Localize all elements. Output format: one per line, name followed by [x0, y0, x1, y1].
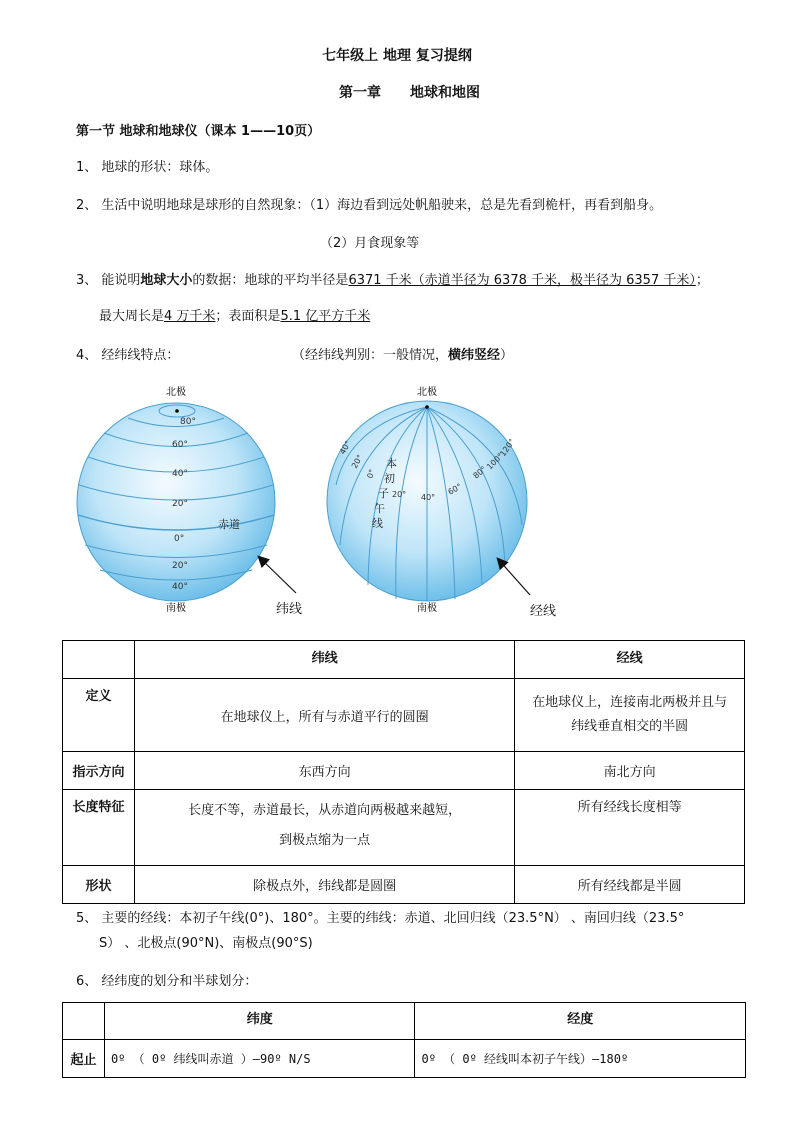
item-4: 4、 经纬线特点：: [76, 348, 180, 363]
longitude-arrow-label: 经线: [530, 604, 557, 619]
lon-tick-60e: 60°: [446, 481, 464, 497]
lon-tick-0: 0°: [365, 468, 377, 480]
table1-label-definition: 定义: [63, 679, 135, 752]
table1-row-length: [63, 790, 745, 866]
globe-diagrams: [0, 375, 794, 625]
earth-radius: 6371 千米（赤道半径为 6378 千米，极半径为 6357 千米）: [348, 273, 696, 288]
table2-header-lon: 经度: [415, 1003, 746, 1040]
table1-definition-lon-line2: 纬线垂直相交的半圆: [571, 719, 689, 734]
table1-shape-lon: 所有经线都是半圆: [515, 866, 745, 904]
item-4-note-prefix: （经纬线判别：一般情况，: [292, 348, 449, 363]
item-3-l2-prefix: 最大周长是: [99, 309, 165, 324]
item-3-bold: 地球大小: [140, 273, 193, 288]
table2-range-lat: 0º （ 0º 纬线叫赤道 ）—90º N/S: [104, 1040, 415, 1078]
table2-header-lat: 纬度: [104, 1003, 415, 1040]
table1-label-shape: 形状: [63, 866, 135, 904]
table1-definition-lon-line1: 在地球仪上，连接南北两极并且与: [532, 695, 728, 710]
prime-char-5: 线: [372, 517, 383, 530]
item-3-l2-mid: ；表面积是: [215, 309, 281, 324]
table1-label-direction: 指示方向: [63, 752, 135, 790]
table1-row-direction: [63, 752, 745, 790]
table1-label-length: 长度特征: [63, 790, 135, 866]
longitude-arrow: [498, 559, 530, 595]
table1-row-shape: [63, 866, 745, 904]
prime-char-4: 午: [374, 502, 385, 515]
lon-tick-20e: 20°: [392, 490, 407, 499]
north-pole-dot: [175, 409, 179, 413]
table2-row-range: [63, 1040, 746, 1078]
lon-tick-40w: 40°: [337, 439, 353, 456]
lat-tick-40n: 40°: [172, 469, 188, 479]
item-6: 6、 经纬度的划分和半球划分：: [76, 974, 258, 989]
table2-range-lon: 0º （ 0º 经线叫本初子午线）—180º: [415, 1040, 746, 1078]
table1-length-lon: 所有经线长度相等: [515, 790, 745, 866]
prime-char-3: 子: [378, 487, 389, 500]
lon-tick-40e: 40°: [421, 493, 436, 502]
table1-length-lat-line2: 到极点缩为一点: [279, 833, 371, 848]
chapter-label: 第一章: [339, 85, 381, 101]
table1-length-lat-line1: 长度不等，赤道最长，从赤道向两极越来越短，: [188, 803, 462, 818]
table1-shape-lat: 除极点外，纬线都是圆圈: [134, 866, 514, 904]
lon-tick-120e: 120°: [498, 437, 517, 459]
latitude-arrow-label: 纬线: [276, 602, 303, 617]
longitude-south-label: 南极: [417, 603, 437, 614]
lat-tick-40s: 40°: [172, 582, 188, 592]
lon-tick-80e: 80°: [471, 464, 489, 481]
lat-lon-comparison-table: [62, 640, 745, 904]
item-5-line1: 5、 主要的经线：本初子午线(0°)、180°。主要的纬线：赤道、北回归线（23.5°N） 、南回归线（23.5°: [76, 911, 685, 926]
equator-label: 赤道: [218, 518, 240, 531]
table1-definition-lat: 在地球仪上，所有与赤道平行的圆圈: [134, 679, 514, 752]
table1-header-lon: 经线: [515, 641, 745, 679]
table2-header-blank: [63, 1003, 105, 1040]
longitude-north-label: 北极: [417, 387, 437, 398]
item-4-note: [292, 344, 513, 363]
prime-char-1: 本: [386, 457, 397, 470]
lon-north-pole-dot: [425, 405, 429, 409]
latitude-arrow: [259, 557, 296, 593]
table1-direction-lat: 东西方向: [134, 752, 514, 790]
latitude-south-label: 南极: [166, 603, 186, 614]
item-5-line2: S） 、北极点(90°N)、南极点(90°S): [99, 936, 313, 951]
lat-tick-20n: 20°: [172, 499, 188, 509]
table1-header-blank: [63, 641, 135, 679]
item-3-end: ；: [695, 273, 709, 288]
doc-title: 七年级上 地理 复习提纲: [322, 48, 472, 64]
item-3: [76, 269, 709, 288]
table2-header-row: [63, 1003, 746, 1040]
item-2-line2: （2）月食现象等: [320, 236, 420, 251]
section-heading: 第一节 地球和地球仪（课本 1——10页）: [76, 124, 321, 139]
latitude-globe: [77, 385, 302, 617]
lat-tick-0: 0°: [174, 534, 185, 544]
earth-circumference: 4 万千米: [164, 309, 216, 324]
table1-direction-lon: 南北方向: [515, 752, 745, 790]
lat-tick-60: 60°: [172, 440, 188, 450]
item-1: 1、 地球的形状：球体。: [76, 160, 219, 175]
lon-tick-100e: 100°: [485, 451, 506, 472]
earth-area: 5.1 亿平方千米: [280, 309, 371, 324]
item-3-mid: 的数据：地球的平均半径是: [192, 273, 349, 288]
table1-length-lat: [134, 790, 514, 866]
latitude-north-label: 北极: [166, 387, 186, 398]
prime-char-2: 初: [384, 472, 395, 485]
lat-tick-20s: 20°: [172, 561, 188, 571]
degree-table: [62, 1002, 746, 1078]
lon-tick-20w: 20°: [349, 453, 365, 470]
chapter-name: 地球和地图: [410, 85, 480, 101]
table1-header-row: [63, 641, 745, 679]
lat-tick-80: 80°: [180, 417, 196, 427]
item-3-prefix: 3、 能说明: [76, 273, 141, 288]
table1-row-definition: [63, 679, 745, 752]
item-4-note-end: ）: [500, 348, 514, 363]
table1-header-lat: 纬线: [134, 641, 514, 679]
item-4-note-bold: 横纬竖经: [448, 348, 501, 363]
table2-label-range: 起止: [63, 1040, 105, 1078]
table1-definition-lon: [515, 679, 745, 752]
item-2: 2、 生活中说明地球是球形的自然现象：（1）海边看到远处帆船驶来，总是先看到桅杆，再看到船身。: [76, 198, 663, 213]
item-3-line2: [99, 305, 370, 324]
longitude-globe: [327, 385, 556, 619]
